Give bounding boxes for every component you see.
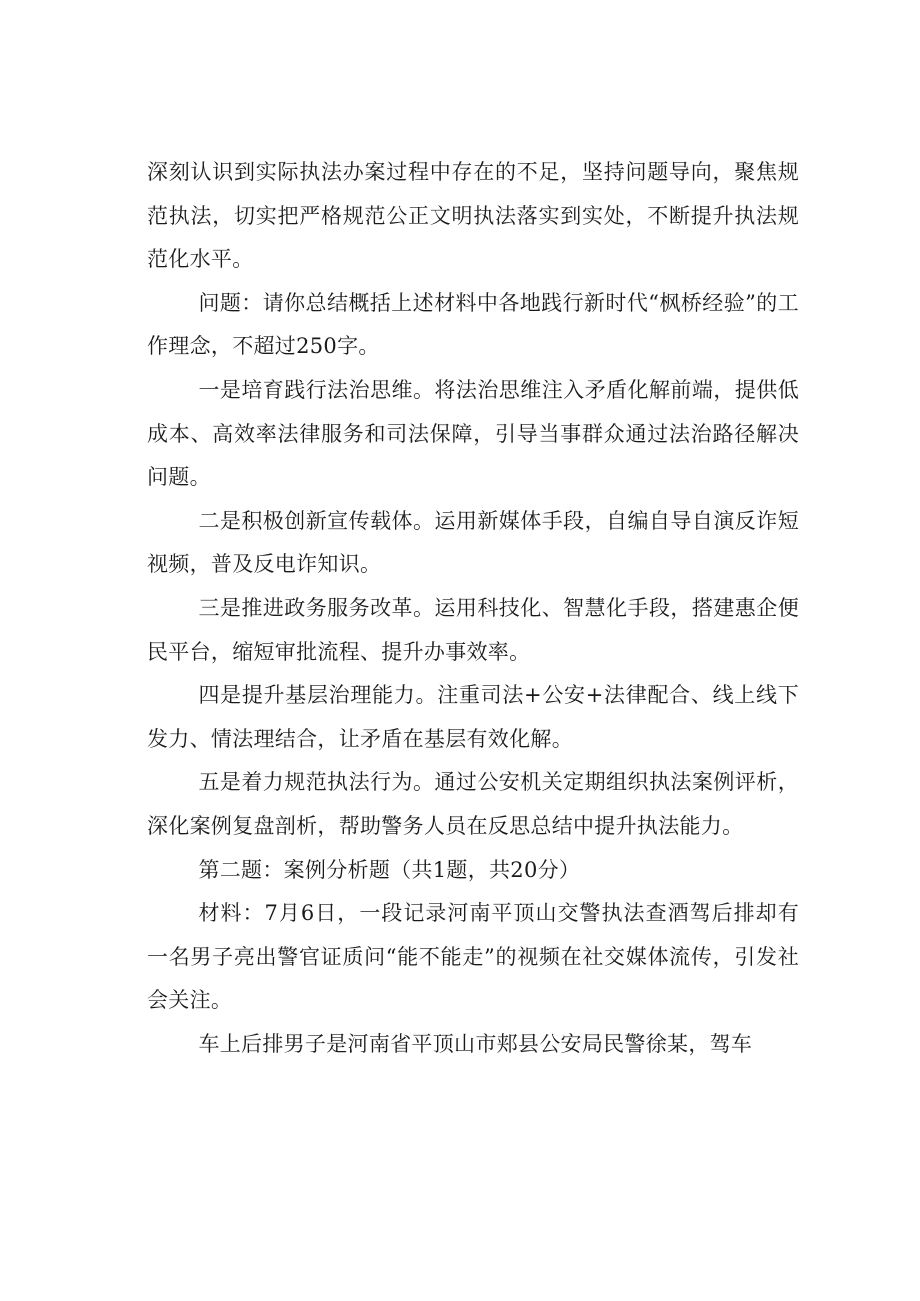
paragraph-point-1: 一是培育践行法治思维。将法治思维注入矛盾化解前端，提供低成本、高效率法律服务和司法保障，引导当事群众通过法治路径解决问题。	[147, 377, 799, 490]
section-heading: 第二题：案例分析题（共1题，共20分）	[198, 857, 581, 882]
paragraph-point-3: 三是推进政务服务改革。运用科技化、智慧化手段，搭建惠企便民平台，缩短审批流程、提升办事效率。	[147, 595, 799, 664]
paragraph-point-5: 五是着力规范执法行为。通过公安机关定期组织执法案例评析，深化案例复盘剖析，帮助警务人员在反思总结中提升执法能力。	[147, 770, 799, 838]
paragraph-point-4: 四是提升基层治理能力。注重司法+公安+法律配合、线上线下发力、情法理结合，让矛盾在基层有效化解。	[147, 683, 799, 751]
paragraph-question: 问题：请你总结概括上述材料中各地践行新时代“枫桥经验”的工作理念，不超过250字。	[147, 290, 799, 359]
paragraph-continuation: 深刻认识到实际执法办案过程中存在的不足，坚持问题导向，聚焦规范执法，切实把严格规范公正文明执法落实到实处，不断提升执法规范化水平。	[147, 160, 799, 272]
document-body	[147, 151, 799, 1066]
paragraph-point-2: 二是积极创新宣传载体。运用新媒体手段，自编自导自演反诈短视频，普及反电诈知识。	[147, 508, 799, 577]
paragraph-material: 材料：7月6日，一段记录河南平顶山交警执法查酒驾后排却有一名男子亮出警官证质问“能不能走”的视频在社交媒体流传，引发社会关注。	[147, 901, 799, 1013]
paragraph-case-start: 车上后排男子是河南省平顶山市郏县公安局民警徐某，驾车	[198, 1031, 753, 1056]
